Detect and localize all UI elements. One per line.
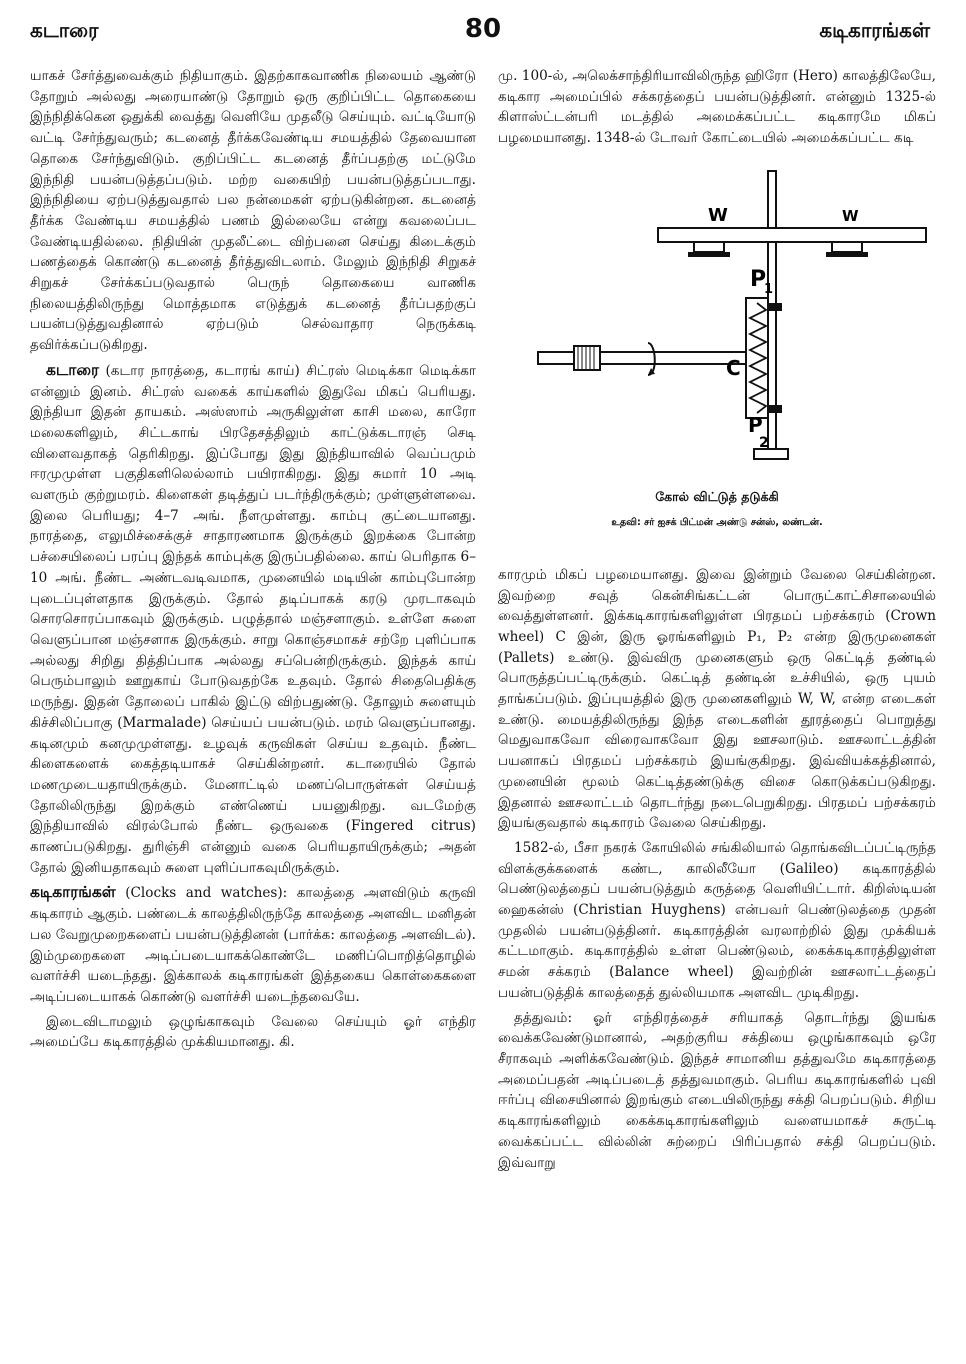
running-header-left: கடாரை (30, 18, 99, 42)
left-column (30, 66, 476, 1053)
verge-escapement-figure (498, 153, 936, 565)
verge-escapement-diagram (498, 153, 936, 475)
foliot-bar (658, 228, 926, 242)
label-p1-subscript: 1 (764, 281, 774, 297)
kadarai-heading: கடாரை (46, 360, 100, 379)
running-header-right: கடிகாரங்கள் (819, 18, 930, 42)
drive-arbor (538, 352, 746, 364)
weight-right-base (826, 252, 868, 257)
kadarai-entry (30, 360, 476, 879)
label-w-right: W (842, 206, 859, 225)
label-p2-subscript: 2 (759, 434, 769, 451)
pendulum-paragraph: 1582-ல், பீசா நகரக் கோயிலில் சங்கிலியால் தொங்கவிடப்பட்டிருந்த விளக்குக்களைக் கண்ட, காலிலீயோ (Galileo) கடிகாரத்தில் பெண்டுலத்தைப் பயன்படுத்தும் கருத்தை வெளியிட்டார். கிறிஸ்டியன் ஹைகன்ஸ் (Christian Huyghens) என்பவர் பெண்டுலத்தை முதன் முதலில் பயன்படுத்தினர். கடிகாரத்தின் வரலாற்றில் இது முக்கியக் கட்டமாகும். கடிகாரத்தில் உள்ள பெண்டுலம், கைக்கடிகாரத்திலுள்ள சமன் சக்கரம் (Balance wheel) இவற்றின் ஊசலாட்டத்தைப் பயன்படுத்திக் காலத்தைத் துல்லியமாக அளவிட முடிகிறது. (498, 839, 936, 1001)
pallet-upper (768, 303, 782, 311)
kadarai-body: (கடார நாரத்தை, கடாரங் காய்) சிட்ரஸ் மெடிக்கா மெடிக்கா என்னும் இனம். சிட்ரஸ் வகைக் காய்களில் இதுவே மிகப் பெரியது. இந்தியா இதன் தாயகம். அஸ்ஸாம் அருகிலுள்ள காசி மலை, காரோ மலைகளிலும், சிட்டகாங் பிரதேசத்திலும் காட்டுக்கடாரஞ் செடி விளைவதாகத் தெரிகிறது. இப்போது இது இந்தியாவில் வெப்பமும் ஈரமுமுள்ள பகுதிகளிலெல்லாம் பயிராகிறது. இது சுமார் 10 அடி வளரும் குற்றுமரம். கிளைகள் தடித்துப் படர்ந்திருக்கும்; முள்ளுள்ளவை. இலை பெரியது; 4–7 அங். நீளமுள்ளது. காம்பு குட்டையானது. நாரத்தை, எலுமிச்சைக்குச் சாதாரணமாக இருக்கும் இறக்கை போன்ற பச்சையிலைப் பரப்பு இந்தக் காம்புக்கு இருப்பதில்லை. காய் பெரிதாக 6–10 அங். நீண்ட அண்டவடிவமாக, முனையில் மடியின் காம்புபோன்ற புடைப்புள்ளதாக இருக்கும். தோல் தடிப்பாகக் கரடு முரடாகவும் சொரசொரப்பாகவும் இருக்கும். பழுத்தால் மஞ்சளாகும். உள்ளே சுளை வெளுப்பான மஞ்சளாக இருக்கும். சாறு கொஞ்சமாகச் சற்றே புளிப்பாக அல்லது சிறிது தித்திப்பாக அல்லது சப்பென்றிருக்கும். இந்தக் காய் பெரும்பாலும் ஊறுகாய் போடுவதற்கே உதவும். தோல் சிதைபெதிக்கு மருந்து. இதன் தோலைப் பாகில் இட்டு விற்பதுண்டு. தோலும் சுளையும் கிச்சிலிப்பாகு (Marmalade) செய்யப் பயன்படும். மரம் வெளுப்பானது. கடினமும் கனமுமுள்ளது. உழவுக் கருவிகள் செய்ய உதவும். நீண்ட கிளைகளைக் கைத்தடியாகச் செய்கின்றனர். கடாரையில் தோல் மணமுடையதாயிருக்கும். மேனாட்டில் மணப்பொருள்கள் செய்யத் தோலிலிருந்து இறக்கும் எண்ணெய் பயனுகிறது. வடமேற்கு இந்தியாவில் விரல்போல் நீண்ட ஒருவகை (Fingered citrus) காணப்படுகிறது. துரிஞ்சி என்னும் வகை பெரியதாயிருக்கும்; அதன் தோல் இனியதாகவும் சுளை புளிப்பாகவுமிருக்கும். (30, 362, 476, 876)
label-w-left: W (708, 204, 728, 226)
weight-right (832, 242, 862, 252)
principle-paragraph: தத்துவம்: ஓர் எந்திரத்தைச் சரியாகத் தொடர்ந்து இயங்க வைக்கவேண்டுமானால், அதற்குரிய சக்தியை ஒழுங்காகவும் ஒரே சீராகவும் அளிக்கவேண்டும். இந்தச் சாமானிய தத்துவமே கடிகாரத்தை அமைப்பதன் அடிப்படைத் தத்துவமாகும். பெரிய கடிகாரங்களில் புவி ஈர்ப்பு விசையினால் இறங்கும் எடையிலிருந்து சக்தி பெறப்படும். சிறிய கடிகாரங்களிலும் கைக்கடிகாரங்களிலும் வளையமாகச் சுருட்டி வைக்கப்பட்ட வில்லின் சுற்றைப் பிரிப்பதால் சக்தி பெறப்படும். இவ்வாறு (498, 1009, 936, 1171)
verge-staff (768, 171, 776, 457)
weight-left (694, 242, 724, 252)
clocks-heading: கடிகாரங்கள் (30, 883, 116, 902)
verge-description-paragraph: காரமும் மிகப் பழமையானது. இவை இன்றும் வேலை செய்கின்றன. இவற்றை சவுத் கென்சிங்கட்டன் பொருட்காட்சிசாலையில் வைத்துள்ளனர். இக்கடிகாரங்களிலுள்ள பிரதமப் பற்சக்கரம் (Crown wheel) C இன், இரு ஓரங்களிலும் P₁, P₂ என்ற இருமுனைகள் (Pallets) உண்டு. இவ்விரு முனைகளும் ஒரு கெட்டித் தண்டில் பொருத்தப்பட்டிருக்கும். கெட்டித் தண்டின் உச்சியில், ஒரு புயம் தாங்கப்படும். இப்புயத்தில் இரு முனைகளிலும் W, W, என்ற எடைகள் உண்டு. மையத்திலிருந்து இந்த எடைகளின் தூரத்தைப் பொறுத்து மெதுவாகவோ விரைவாகவோ இது ஊசலாடும். ஊசலாட்டத்தின் பயனாகப் பிரதமப் பற்சக்கரம் இயங்குகிறது. இவ்வியக்கத்தினால், முனையின் மூலம் கெட்டித்தண்டுக்கு விசை கொடுக்கப்படுகிறது. இதனால் ஊசலாட்டம் தொடர்ந்து நடைபெறுகிறது. பிரதமப் பற்சக்கரம் இயங்குவதால் கடிகாரம் வேலை செய்கிறது. (498, 566, 936, 832)
figure-credit: உதவி: சர் ஐசக் பிட்மன் அண்டு சன்ஸ், லண்டன். (611, 516, 823, 528)
clocks-paragraph-2: இடைவிடாமலும் ஒழுங்காகவும் வேலை செய்யும் ஓர் எந்திர அமைப்பே கடிகாரத்தில் முக்கியமானது. கி. (30, 1013, 476, 1051)
label-c: C (726, 355, 741, 380)
sinking-fund-paragraph: யாகச் சேர்த்துவைக்கும் நிதியாகும். இதற்காகவாணிக நிலையம் ஆண்டு தோறும் அல்லது அரையாண்டு தோறும் ஒரு குறிப்பிட்ட தொகையை இந்நிதிக்கென ஒதுக்கி வைத்து வெளியே முதலீடு செய்யும். வட்டியோடு வட்டி சேர்ந்துவரும்; கடனைத் தீர்க்கவேண்டிய சமயத்தில் தேவையான தொகை சேர்ந்துவிடும். குறிப்பிட்ட கடனைத் தீர்ப்பதற்கு மட்டுமே இந்நிதி பயன்படுத்தப்படும். மற்ற வகையிற் பயன்படுத்தப்படாது. இந்நிதியை ஏற்படுத்துவதால் பல நன்மைகள் ஏற்படுகின்றன. கடனைத் தீர்க்க வேண்டிய சமயத்தில் பணம் இல்லையே என்று கவலைப்பட வேண்டியதில்லை. நிதியின் முதலீட்டை விற்பனை செய்து கிடைக்கும் பணத்தைக் கொண்டு கடனைத் தீர்த்துவிடலாம். மேலும் இந்நிதி சிறுகச் சிறுகச் சேர்க்கப்படுவதால் பெருந் தொகையை வாணிக நிலையத்திலிருந்து மொத்தமாக எடுத்துக் கடனைத் தீர்ப்பதற்குப் பயன்படுத்துவதினால் ஏற்படும் செல்வாதார நெருக்கடி தவிர்க்கப்படுகிறது. (30, 68, 476, 354)
clocks-body: (Clocks and watches): காலத்தை அளவிடும் கருவி கடிகாரம் ஆகும். பண்டைக் காலத்திலிருந்தே காலத்தை அளவிட மனிதன் பல வேறுமுறைகளைப் பயன்படுத்தினன் (பார்க்க: காலத்தை அளவிடல்). இம்முறைகளை அடிப்படையாகக்கொண்டே மணிப்பொறித்தொழில் வளர்ச்சி யடைந்தது. இக்காலக் கடிகாரங்கள் இத்தகைய கொள்கைகளை அடிப்படையாகக் கொண்டு வளர்ச்சி யடைந்தவையே. (30, 885, 476, 1005)
pallet-lower (768, 405, 782, 413)
clocks-history-paragraph: மு. 100-ல், அலெக்சாந்திரியாவிலிருந்த ஹிரோ (Hero) காலத்திலேயே, கடிகார அமைப்பில் சக்கரத்தைப் பயன்படுத்தினர். என்னும் 1325-ல் கிளாஸ்ட்டன்பரி மடத்தில் அமைக்கப்பட்ட கடிகாரமே மிகப் பழமையானது. 1348-ல் டோவர் கோட்டையில் அமைக்கப்பட்ட கடி (498, 68, 936, 147)
label-p2: P (748, 412, 763, 437)
weight-left-base (688, 252, 730, 257)
clocks-entry (30, 882, 476, 1007)
label-p1: P (750, 266, 767, 292)
right-column (498, 66, 936, 1173)
figure-caption: கோல் விட்டுத் தடுக்கி (655, 488, 779, 504)
page-number: 80 (464, 14, 502, 44)
